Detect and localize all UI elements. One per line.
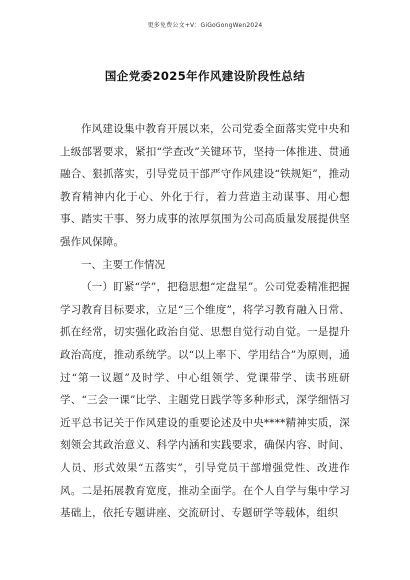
document-title: 国企党委2025年作风建设阶段性总结 xyxy=(104,69,306,83)
section-heading: 一、主要工作情况 xyxy=(81,258,165,271)
document-body xyxy=(60,118,350,525)
header-note: 更多免费公文+V：GiGoGongWen2024 xyxy=(147,22,263,29)
intro-paragraph: 作风建设集中教育开展以来，公司党委全面落实党中央和上级部署要求，紧扣“学查改”关键环节，坚持一体推进、贯通融合、狠抓落实，引导党员干部严守作风建设“铁规矩”，推动教育精神内化于心、外化于行，着力营造主动谋事、用心想事、踏实干事、努力成事的浓厚氛围为公司高质量发展提供坚强作风保障。 xyxy=(60,123,350,248)
section-paragraph: （一）盯紧“学”，把稳思想“定盘星”。公司党委精准把握学习教育目标要求，立足“三个维度”，将学习教育融入日常、抓在经常，切实强化政治自觉、思想自觉行动自觉。一是提升政治高度，推动系统学。以“以上率下、学用结合”为原则，通过“第一议题”及时学、中心组领学、党课带学、读书班研学、“三会一课”比学、主题党日践学等多种形式，深学细悟习近平总书记关于作风建设的重要论述及中央****精神实质，深刻领会其政治意义、科学内涵和实践要求，确保内容、时间、人员、形式效果“五落实”，引导党员干部增强党性、改进作风。二是拓展教育宽度，推动全面学。在个人自学与集中学习基础上，依托专题讲座、交流研讨、专题研学等载体，组织 xyxy=(60,281,350,520)
